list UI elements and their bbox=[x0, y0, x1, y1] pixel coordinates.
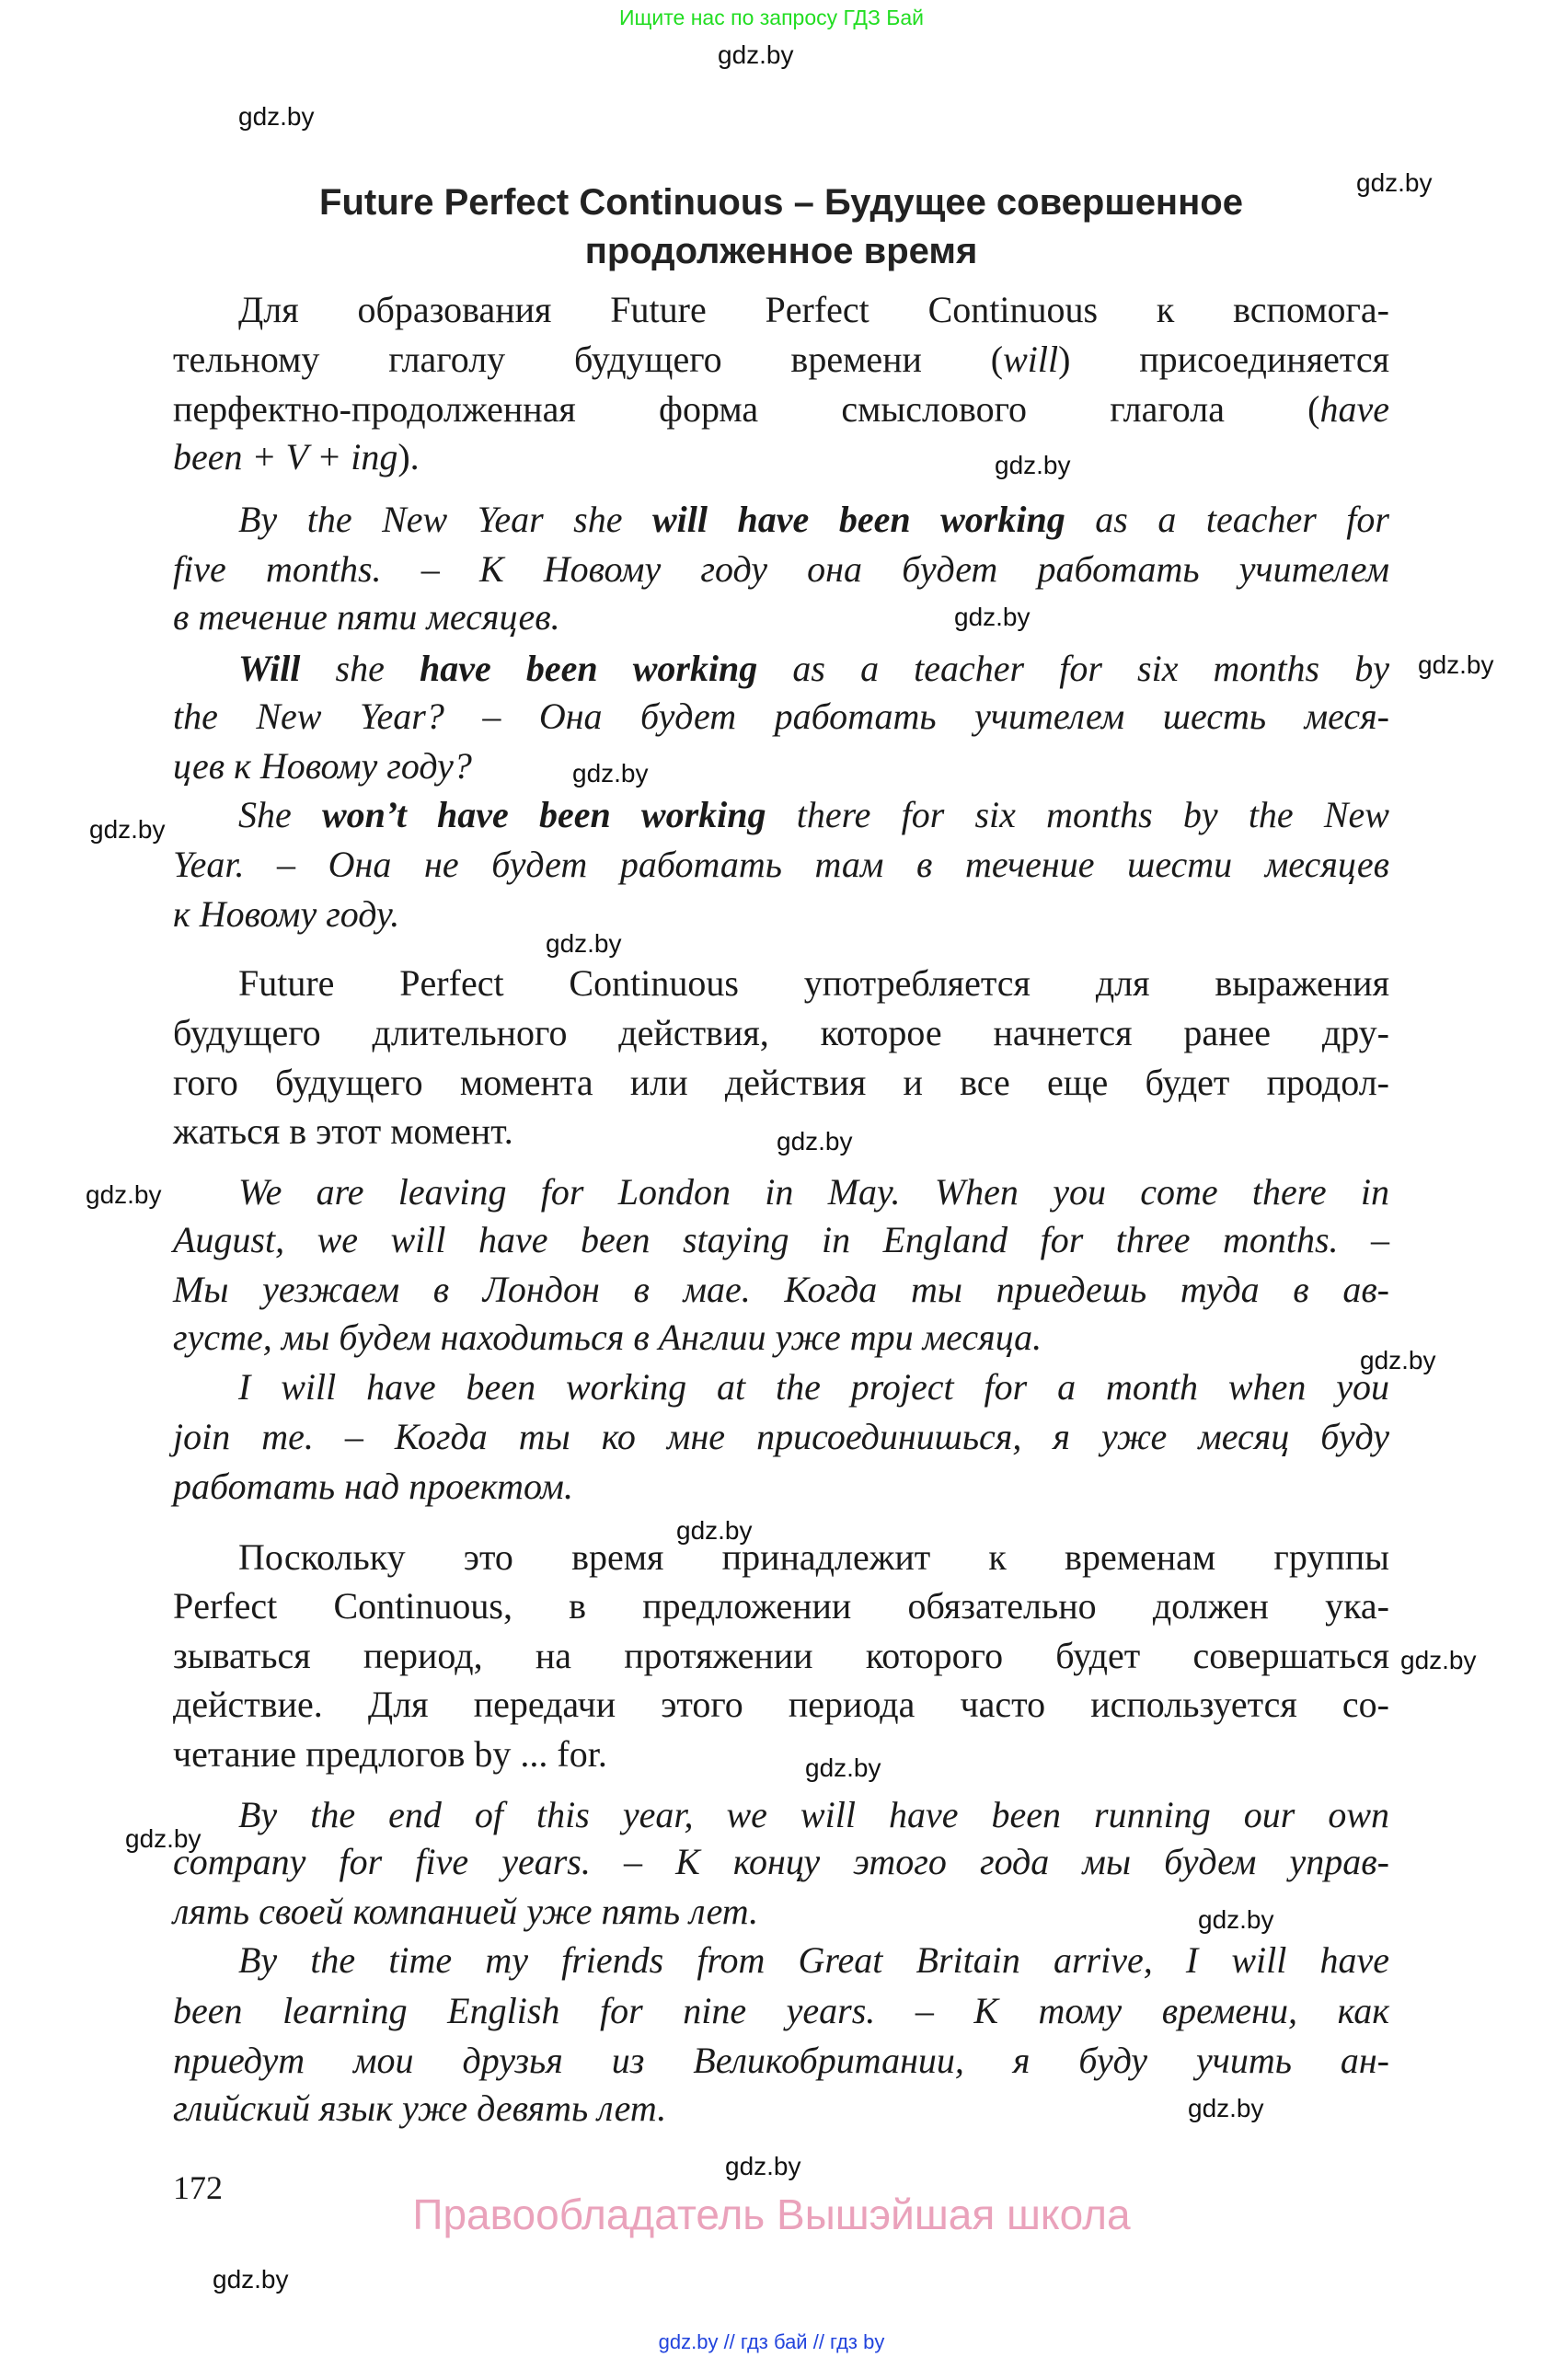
watermark: gdz.by bbox=[777, 1127, 853, 1156]
text-run: четание предлогов by ... for. bbox=[173, 1733, 607, 1775]
paragraph-period-line bbox=[173, 1634, 1389, 1678]
text-run: ) присоединяется bbox=[1058, 339, 1389, 380]
watermark: gdz.by bbox=[1198, 1905, 1274, 1934]
paragraph-usage-line bbox=[173, 1061, 1389, 1105]
paragraph-formation-line bbox=[173, 338, 1389, 382]
paragraph-formation-line bbox=[173, 387, 1389, 431]
text-run: будущего длительного действия, которое начнется ранее дру- bbox=[173, 1012, 1389, 1053]
text-run: join me. – Когда ты ко мне присоединишься, я уже месяц буду bbox=[173, 1416, 1389, 1457]
example-london-line bbox=[173, 1316, 1389, 1360]
section-title: продолженное время bbox=[584, 231, 978, 271]
paragraph-formation-line bbox=[173, 435, 1389, 479]
text-run: гого будущего момента или действия и все еще будет продол- bbox=[173, 1062, 1389, 1103]
watermark: gdz.by bbox=[546, 929, 622, 958]
text-run: ). bbox=[397, 436, 420, 477]
text-run: действие. Для передачи этого периода часто используется со- bbox=[173, 1684, 1389, 1725]
text-run: тельному глаголу будущего времени ( bbox=[173, 339, 1004, 380]
text-run: there for six months by the New bbox=[766, 794, 1389, 835]
emphasized-verb-form: will have been working bbox=[652, 499, 1065, 540]
example-affirmative-line bbox=[173, 595, 1389, 639]
example-project-line bbox=[238, 1365, 1389, 1409]
text-run: as a teacher for six months by bbox=[757, 648, 1389, 689]
page-number: 172 bbox=[173, 2169, 223, 2206]
paragraph-usage-line bbox=[238, 961, 1389, 1006]
watermark: gdz.by bbox=[125, 1824, 202, 1853]
text-run: Perfect Continuous, в предложении обязательно должен ука- bbox=[173, 1585, 1389, 1627]
paragraph-period-line bbox=[238, 1535, 1389, 1580]
text-run: By the New Year she bbox=[238, 499, 652, 540]
text-run: I will have been working at the project for a month when you bbox=[238, 1366, 1389, 1408]
section-title: Future Perfect Continuous – Будущее совершенное bbox=[319, 182, 1243, 223]
text-run: We are leaving for London in May. When you come there in bbox=[238, 1171, 1389, 1213]
example-question-line bbox=[238, 647, 1389, 691]
paragraph-period-line bbox=[173, 1584, 1389, 1628]
text-run: Year. – Она не будет работать там в течение шести месяцев bbox=[173, 844, 1389, 885]
watermark: gdz.by bbox=[995, 451, 1071, 479]
footer-links[interactable]: gdz.by // гдз бай // гдз by bbox=[658, 2330, 885, 2353]
text-run: Поскольку это время принадлежит к временам группы bbox=[238, 1536, 1389, 1578]
text-run: в течение пяти месяцев. bbox=[173, 596, 560, 638]
text-run: жаться в этот момент. bbox=[173, 1110, 513, 1152]
watermark: gdz.by bbox=[718, 40, 794, 69]
text-run: been + V + ing bbox=[173, 436, 398, 477]
text-run: лять своей компанией уже пять лет. bbox=[173, 1891, 759, 1932]
watermark: gdz.by bbox=[1418, 650, 1494, 679]
rights-holder: Правообладатель Вышэйшая школа bbox=[412, 2190, 1131, 2238]
example-project-line bbox=[173, 1415, 1389, 1459]
text-run: been learning English for nine years. – К тому времени, как bbox=[173, 1990, 1389, 2031]
emphasized-verb-form: have been working bbox=[419, 648, 758, 689]
example-project-line bbox=[173, 1465, 1389, 1509]
example-company-line bbox=[238, 1793, 1389, 1837]
text-run: will bbox=[1003, 339, 1059, 380]
text-run: She bbox=[238, 794, 322, 835]
watermark: gdz.by bbox=[1188, 2094, 1264, 2122]
watermark: gdz.by bbox=[89, 815, 166, 844]
watermark: gdz.by bbox=[86, 1180, 162, 1209]
watermark: gdz.by bbox=[1356, 168, 1433, 197]
text-run: August, we will have been staying in England for three months. – bbox=[173, 1219, 1389, 1260]
example-london-line bbox=[173, 1218, 1389, 1262]
text-run: глийский язык уже девять лет. bbox=[173, 2087, 667, 2129]
text-run: Для образования Future Perfect Continuous к вспомога- bbox=[238, 289, 1389, 330]
text-run: приедут мои друзья из Великобритании, я буду учить ан- bbox=[173, 2040, 1389, 2081]
emphasized-verb-form: won’t have been working bbox=[321, 794, 766, 835]
example-company-line bbox=[173, 1840, 1389, 1884]
text-run: Мы уезжаем в Лондон в мае. Когда ты приедешь туда в ав- bbox=[173, 1269, 1389, 1310]
text-run: цев к Новому году? bbox=[173, 745, 472, 787]
text-run: she bbox=[300, 648, 420, 689]
example-london-line bbox=[173, 1268, 1389, 1312]
watermark: gdz.by bbox=[238, 102, 315, 131]
example-english-line bbox=[173, 1989, 1389, 2033]
paragraph-formation-line bbox=[238, 288, 1389, 332]
watermark: gdz.by bbox=[805, 1753, 881, 1782]
example-negative-line bbox=[173, 843, 1389, 887]
text-run: перфектно-продолженная форма смыслового глагола ( bbox=[173, 388, 1320, 430]
watermark: gdz.by bbox=[572, 759, 649, 788]
text-run: company for five years. – К концу этого года мы будем управ- bbox=[173, 1841, 1389, 1882]
text-run: as a teacher for bbox=[1065, 499, 1389, 540]
search-hint: Ищите нас по запросу ГДЗ Бай bbox=[618, 6, 925, 29]
watermark: gdz.by bbox=[954, 603, 1031, 631]
watermark: gdz.by bbox=[213, 2265, 289, 2294]
watermark: gdz.by bbox=[1360, 1346, 1436, 1374]
text-run: have bbox=[1319, 388, 1389, 430]
emphasized-verb-form: Will bbox=[238, 648, 301, 689]
example-question-line bbox=[173, 695, 1389, 739]
example-affirmative-line bbox=[238, 498, 1389, 542]
example-negative-line bbox=[238, 793, 1389, 837]
example-london-line bbox=[238, 1170, 1389, 1214]
text-run: By the time my friends from Great Britain arrive, I will have bbox=[238, 1939, 1389, 1981]
text-run: густе, мы будем находиться в Англии уже три месяца. bbox=[173, 1316, 1042, 1358]
watermark: gdz.by bbox=[676, 1516, 753, 1545]
text-run: the New Year? – Она будет работать учителем шесть меся- bbox=[173, 696, 1389, 737]
watermark: gdz.by bbox=[1400, 1646, 1477, 1674]
example-question-line bbox=[173, 744, 1389, 788]
text-run: к Новому году. bbox=[173, 893, 400, 935]
text-run: зываться период, на протяжении которого будет совершаться bbox=[173, 1635, 1389, 1676]
example-english-line bbox=[173, 2039, 1389, 2083]
text-run: Future Perfect Continuous употребляется для выражения bbox=[238, 962, 1389, 1004]
example-affirmative-line bbox=[173, 547, 1389, 592]
example-negative-line bbox=[173, 892, 1389, 937]
text-run: работать над проектом. bbox=[173, 1466, 573, 1507]
text-run: five months. – К Новому году она будет работать учителем bbox=[173, 548, 1389, 590]
example-english-line bbox=[238, 1938, 1389, 1983]
text-run: By the end of this year, we will have been running our own bbox=[238, 1794, 1389, 1835]
paragraph-period-line bbox=[173, 1732, 1389, 1776]
paragraph-usage-line bbox=[173, 1011, 1389, 1055]
paragraph-period-line bbox=[173, 1683, 1389, 1727]
watermark: gdz.by bbox=[725, 2152, 801, 2180]
